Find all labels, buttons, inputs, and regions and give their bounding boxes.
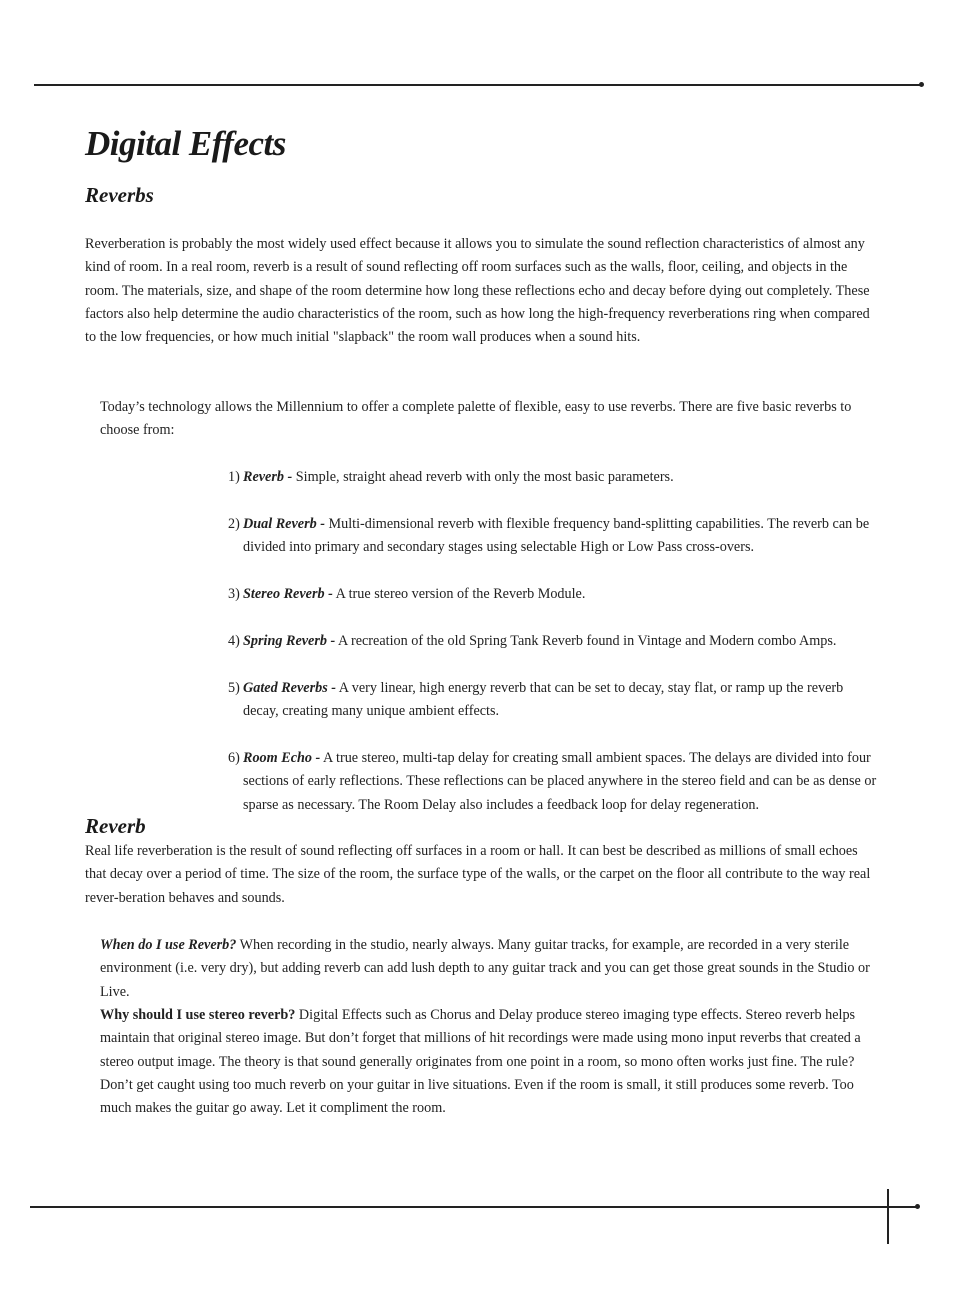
reverbs-lead-paragraph: Today’s technology allows the Millennium to offer a complete palette of flexible, easy to use reverbs. There are five basic reverbs to choose from:	[100, 399, 852, 439]
reverb-list-item	[228, 747, 878, 817]
list-item-name: Stereo Reverb -	[243, 586, 333, 602]
list-item-desc: Simple, straight ahead reverb with only the most basic parameters.	[292, 469, 674, 485]
list-item-number: 4)	[228, 633, 240, 649]
page-title-wrap	[85, 124, 286, 164]
reverbs-intro-paragraph: Reverberation is probably the most widely used effect because it allows you to simulate the sound reflection characteristics of almost any kind of room. In a real room, reverb is a result of sound reflecting off room surfaces such as the walls, floor, ceiling, and objects in the room. The materials, size, and shape of the room determine how long these reflections echo and decay before dying out completely. These factors also help determine the audio characteristics of the room, such as how long the high-frequency reverberations ring when compared to the low frequencies, or how much initial "slapback" the room wall produces when a sound hits.	[85, 236, 870, 346]
reverb-list-item	[228, 677, 878, 724]
list-item-name: Dual Reverb -	[243, 516, 325, 532]
bottom-rule-tick	[887, 1189, 889, 1244]
section-heading-reverb: Reverb	[85, 814, 146, 838]
reverb-list-item	[228, 630, 878, 653]
list-item-name: Gated Reverbs -	[243, 680, 336, 696]
when-use-reverb-label: When do I use Reverb?	[100, 937, 237, 953]
top-rule	[34, 84, 922, 86]
why-stereo-reverb-text: Digital Effects such as Chorus and Delay produce stereo imaging type effects. Stereo reverb helps maintain that original stereo image. But don’t forget that millions of hit recordings were made using mono input reverbs that created a stereo output image. The theory is that sound generally originates from one point in a room, so mono often works just fine. The rule? Don’t get caught using too much reverb on your guitar in live situations. Even if the room is small, it still produces some reverb. Too much makes the guitar go away. Let it compliment the room.	[100, 1007, 861, 1117]
page-title: Digital Effects	[85, 124, 286, 163]
section-reverbs-heading-wrap	[85, 183, 154, 208]
list-item-desc: A true stereo version of the Reverb Module.	[332, 586, 586, 602]
list-item-desc: A very linear, high energy reverb that can be set to decay, stay flat, or ramp up the reverb decay, creating many unique ambient effects.	[243, 680, 844, 720]
reverb-intro-paragraph: Real life reverberation is the result of sound reflecting off surfaces in a room or hall. It can best be described as millions of small echoes that decay over a period of time. The size of the room, the surface type of the walls, or the carpet on the floor all contribute to the way real rever-beration behaves and sounds.	[85, 843, 871, 906]
bottom-rule-dot	[915, 1204, 920, 1209]
reverb-list-item	[228, 466, 878, 489]
list-item-name: Spring Reverb -	[243, 633, 336, 649]
list-item-number: 5)	[228, 680, 240, 696]
list-item-number: 3)	[228, 586, 240, 602]
when-use-reverb-text: When recording in the studio, nearly always. Many guitar tracks, for example, are recorded in a very sterile environment (i.e. very dry), but adding reverb can add lush depth to any guitar track and you can get those great sounds in the Studio or Live.	[100, 937, 870, 1000]
why-stereo-reverb-paragraph	[100, 1004, 875, 1120]
reverb-list-item	[228, 583, 878, 606]
list-item-desc: A true stereo, multi-tap delay for creating small ambient spaces. The delays are divided into four sections of early reflections. These reflections can be placed anywhere in the stereo field and can be as dense or sparse as necessary. The Room Delay also includes a feedback loop for delay regeneration.	[243, 750, 877, 813]
reverb-list-item	[228, 513, 878, 560]
why-stereo-reverb-label: Why should I use stereo reverb?	[100, 1007, 296, 1023]
bottom-rule	[30, 1206, 918, 1208]
list-item-number: 1)	[228, 469, 240, 485]
list-item-number: 2)	[228, 516, 240, 532]
list-item-desc: A recreation of the old Spring Tank Reverb found in Vintage and Modern combo Amps.	[335, 633, 837, 649]
section-reverb-heading-wrap	[85, 814, 146, 839]
list-item-name: Reverb -	[243, 469, 293, 485]
list-item-name: Room Echo -	[243, 750, 321, 766]
top-rule-dot	[919, 82, 924, 87]
list-item-desc: Multi-dimensional reverb with flexible frequency band-splitting capabilities. The reverb can be divided into primary and secondary stages using selectable High or Low Pass cross-overs.	[243, 516, 870, 556]
section-heading-reverbs: Reverbs	[85, 183, 154, 207]
when-use-reverb-paragraph	[100, 934, 875, 1004]
list-item-number: 6)	[228, 750, 240, 766]
